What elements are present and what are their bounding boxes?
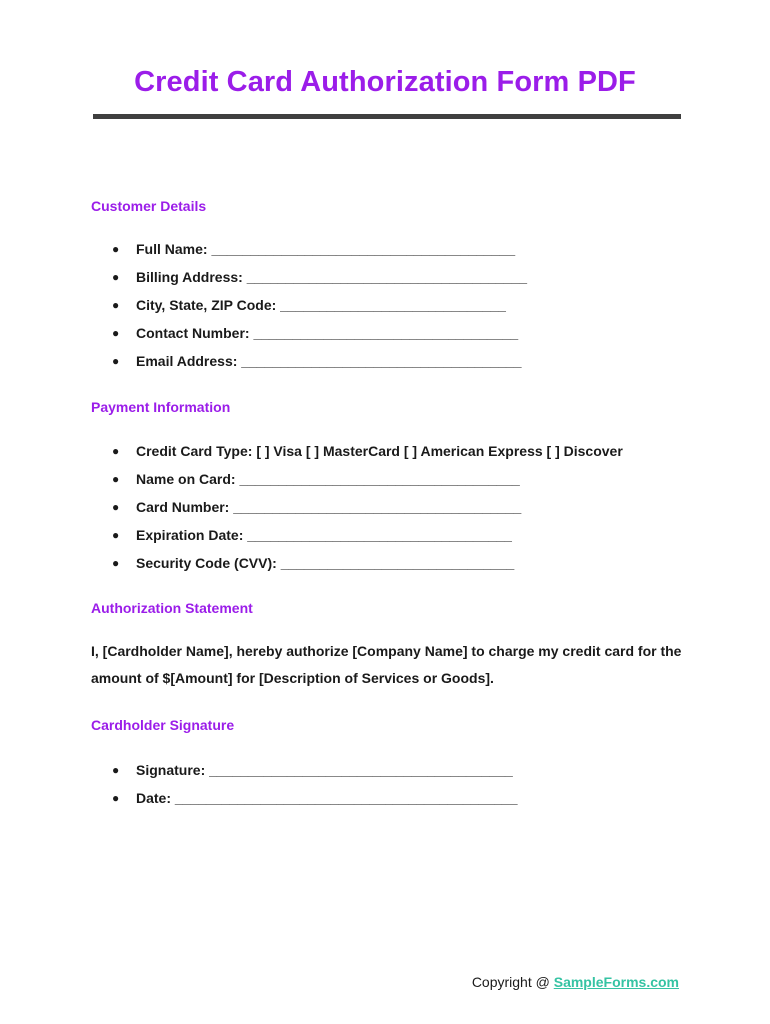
field-label: Billing Address: ____________________________________ <box>136 269 528 285</box>
field-label: Email Address: ____________________________________ <box>136 353 522 369</box>
field-label: Expiration Date: __________________________________ <box>136 527 512 543</box>
authorization-statement-text: I, [Cardholder Name], hereby authorize [Company Name] to charge my credit card for the amount of $[Amount] for [Description of Services or Goods]. <box>91 643 682 686</box>
credit-card-type-field[interactable]: ● Credit Card Type: [ ] Visa [ ] MasterCard [ ] American Express [ ] Discover <box>112 443 623 459</box>
signature-field[interactable]: ● Signature: _______________________________________ <box>112 762 513 778</box>
customer-details-heading: Customer Details <box>91 198 207 214</box>
field-label: Credit Card Type: [ ] Visa [ ] MasterCard [ ] American Express [ ] Discover <box>136 443 623 459</box>
contact-number-field[interactable]: ● Contact Number: __________________________________ <box>112 325 519 341</box>
name-on-card-field[interactable]: ● Name on Card: ____________________________________ <box>112 471 520 487</box>
card-number-field[interactable]: ● Card Number: _____________________________________ <box>112 499 522 515</box>
payment-information-list <box>110 442 623 582</box>
authorization-statement-heading: Authorization Statement <box>91 600 253 616</box>
field-label: Signature: _______________________________________ <box>136 762 513 778</box>
sampleforms-link[interactable]: SampleForms.com <box>553 974 679 990</box>
security-code-field[interactable]: ● Security Code (CVV): ______________________________ <box>112 555 515 571</box>
field-label: Name on Card: ____________________________________ <box>136 471 520 487</box>
field-label: Full Name: _______________________________________ <box>136 241 516 257</box>
expiration-date-field[interactable]: ● Expiration Date: __________________________________ <box>112 527 512 543</box>
email-address-field[interactable]: ● Email Address: ____________________________________ <box>112 353 522 369</box>
field-label: Security Code (CVV): ______________________________ <box>136 555 515 571</box>
field-label: Card Number: _____________________________________ <box>136 499 522 515</box>
date-field[interactable]: ● Date: ____________________________________________ <box>112 790 518 806</box>
cardholder-signature-list <box>110 761 518 817</box>
full-name-field[interactable]: ● Full Name: _______________________________________ <box>112 241 516 257</box>
billing-address-field[interactable]: ● Billing Address: ____________________________________ <box>112 269 528 285</box>
page-title: Credit Card Authorization Form PDF <box>134 66 636 98</box>
city-state-zip-field[interactable]: ● City, State, ZIP Code: _____________________________ <box>112 297 506 313</box>
customer-details-list <box>110 240 527 380</box>
field-label: Date: ____________________________________________ <box>136 790 518 806</box>
field-label: Contact Number: __________________________________ <box>136 325 519 341</box>
copyright-text: Copyright @ <box>471 974 554 990</box>
title-divider <box>93 114 681 119</box>
cardholder-signature-heading: Cardholder Signature <box>91 717 235 733</box>
copyright-footer <box>472 974 679 990</box>
field-label: City, State, ZIP Code: _____________________________ <box>136 297 506 313</box>
payment-information-heading: Payment Information <box>91 399 231 415</box>
